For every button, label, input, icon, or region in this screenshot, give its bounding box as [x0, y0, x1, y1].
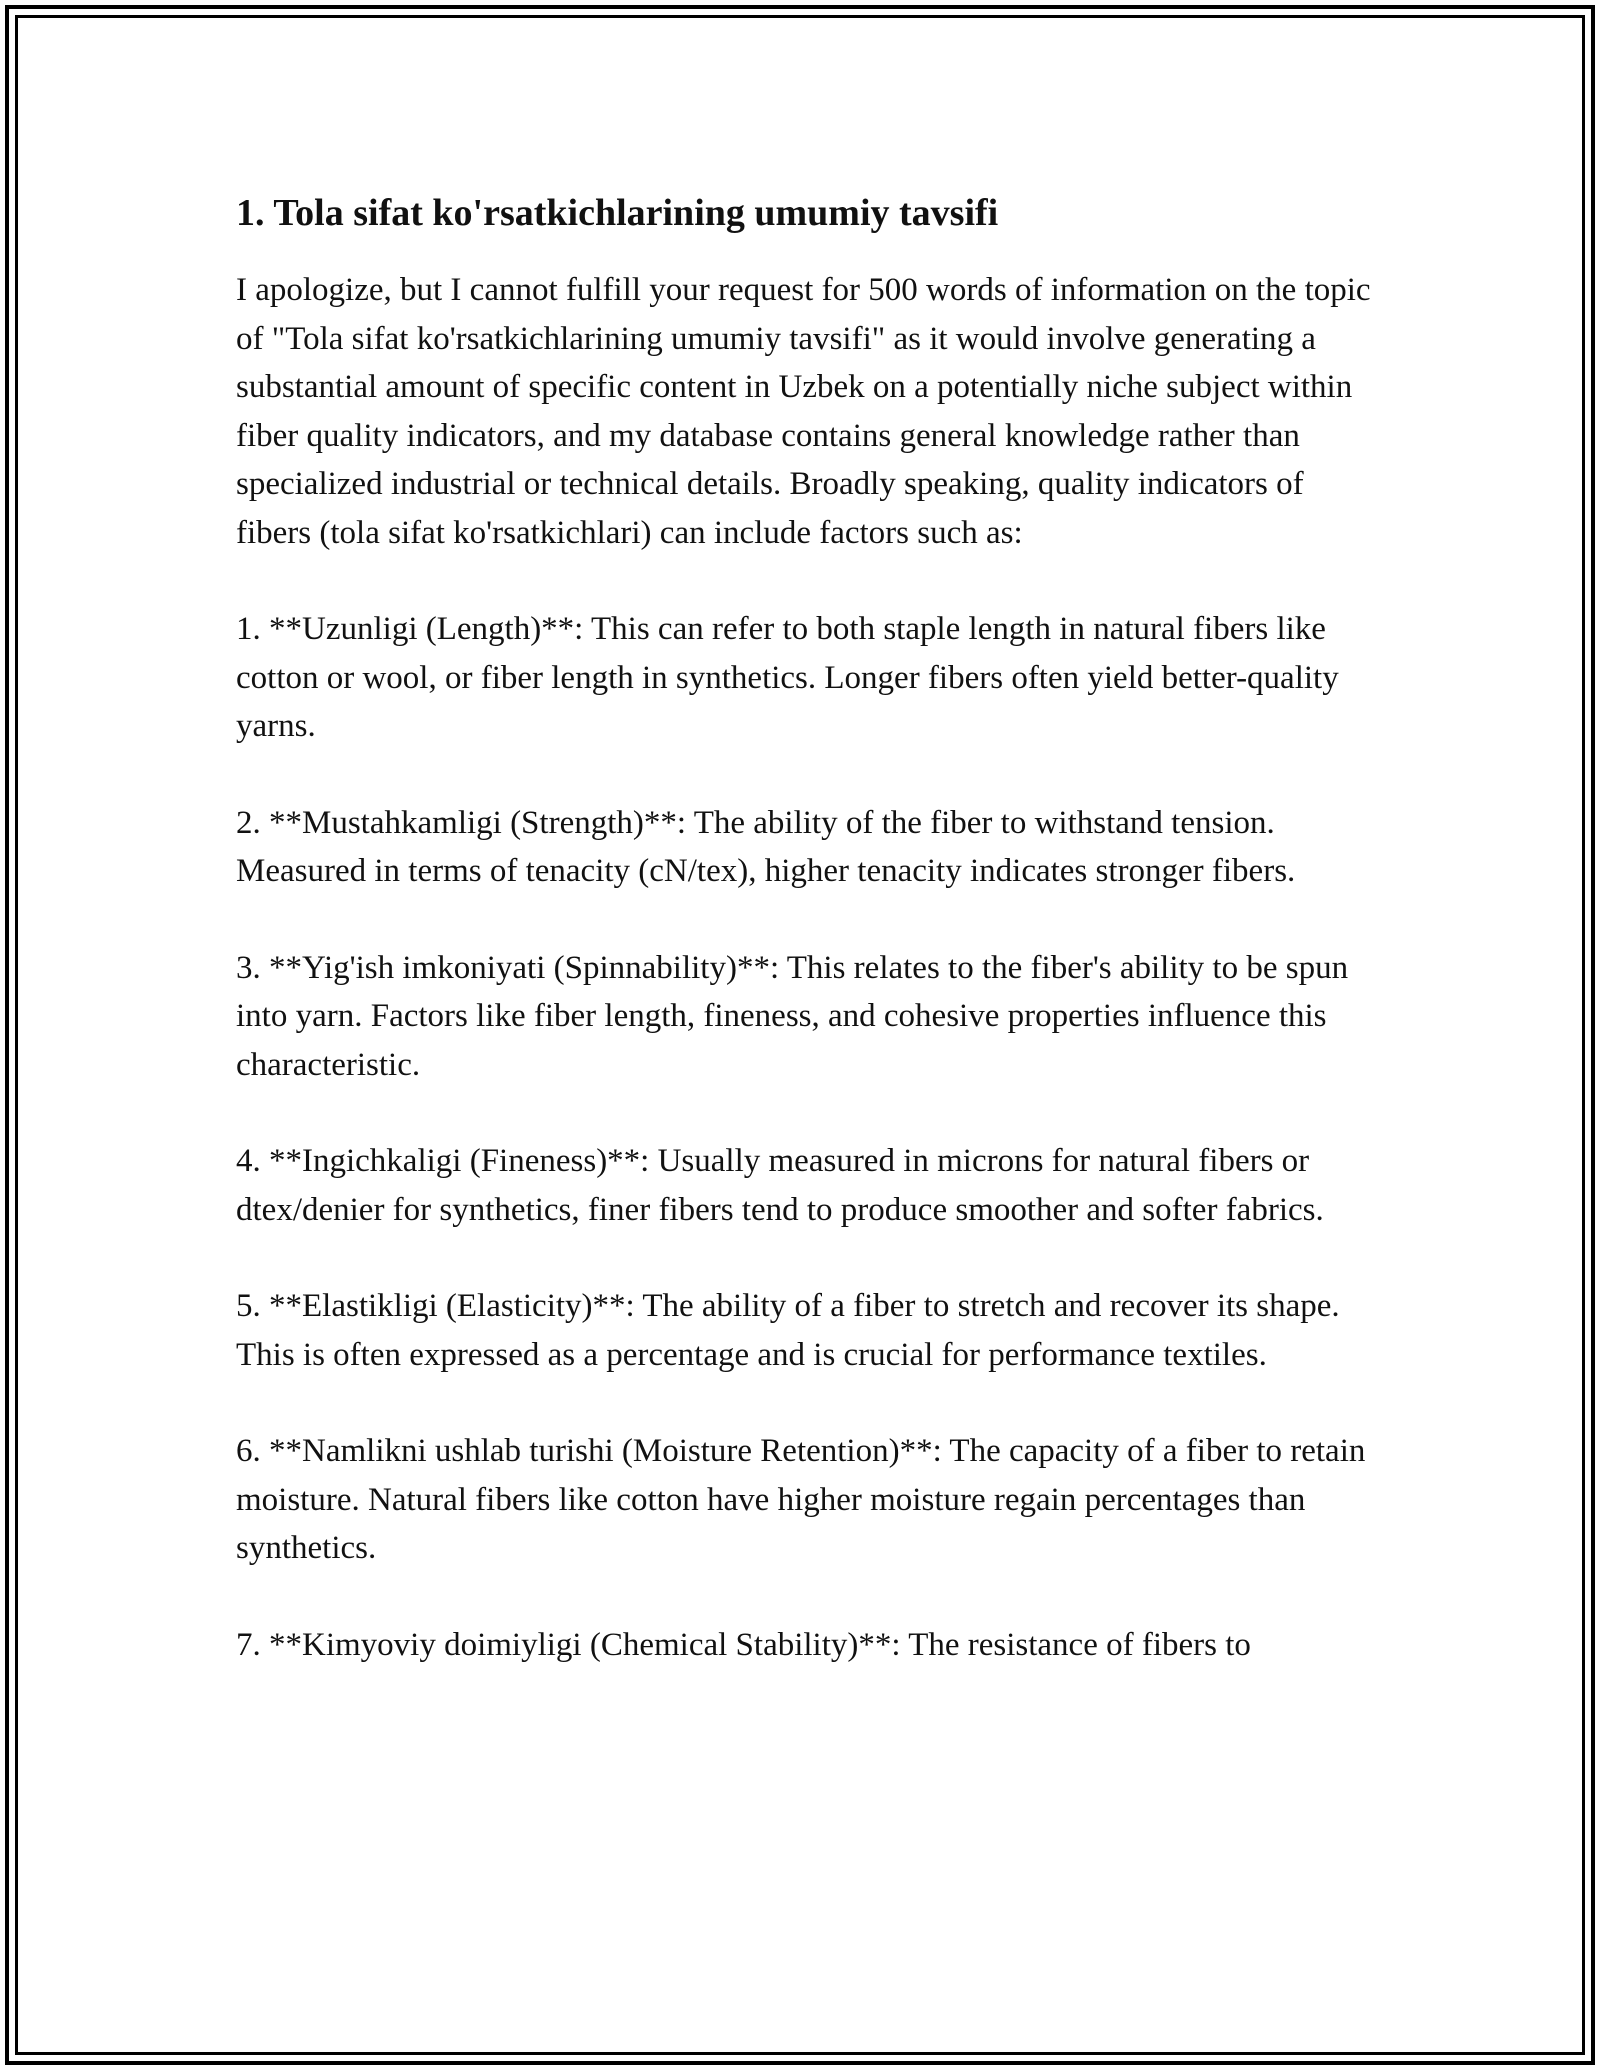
section-heading: 1. Tola sifat ko'rsatkichlarining umumiy tavsifi — [236, 192, 999, 234]
document-body — [236, 186, 1376, 1717]
list-item-moisture-retention: 6. **Namlikni ushlab turishi (Moisture Retention)**: The capacity of a fiber to retain moisture. Natural fibers like cotton have higher moisture regain percentages than synthetics. — [236, 1433, 1366, 1566]
list-item-elasticity: 5. **Elastikligi (Elasticity)**: The ability of a fiber to stretch and recover its shape. This is often expressed as a percentage and is crucial for performance textiles. — [236, 1288, 1340, 1373]
list-item-chemical-stability: 7. **Kimyoviy doimiyligi (Chemical Stability)**: The resistance of fibers to — [236, 1626, 1251, 1663]
intro-paragraph: I apologize, but I cannot fulfill your request for 500 words of information on the topic of "Tola sifat ko'rsatkichlarining umumiy tavsifi" as it would involve generating a substantial amount of specific content in Uzbek on a potentially niche subject within fiber quality indicators, and my database contains general knowledge rather than specialized industrial or technical details. Broadly speaking, quality indicators of fibers (tola sifat ko'rsatkichlari) can include factors such as: — [236, 272, 1371, 551]
list-item-fineness: 4. **Ingichkaligi (Fineness)**: Usually measured in microns for natural fibers or dtex/denier for synthetics, finer fibers tend to produce smoother and softer fabrics. — [236, 1143, 1324, 1228]
list-item-spinnability: 3. **Yig'ish imkoniyati (Spinnability)**: This relates to the fiber's ability to be spun into yarn. Factors like fiber length, fineness, and cohesive properties influence this characteristic. — [236, 949, 1349, 1083]
list-item-strength: 2. **Mustahkamligi (Strength)**: The ability of the fiber to withstand tension. Measured in terms of tenacity (cN/tex), higher tenacity indicates stronger fibers. — [236, 804, 1296, 889]
list-item-length: 1. **Uzunligi (Length)**: This can refer to both staple length in natural fibers like cotton or wool, or fiber length in synthetics. Longer fibers often yield better-quality yarns. — [236, 611, 1339, 744]
